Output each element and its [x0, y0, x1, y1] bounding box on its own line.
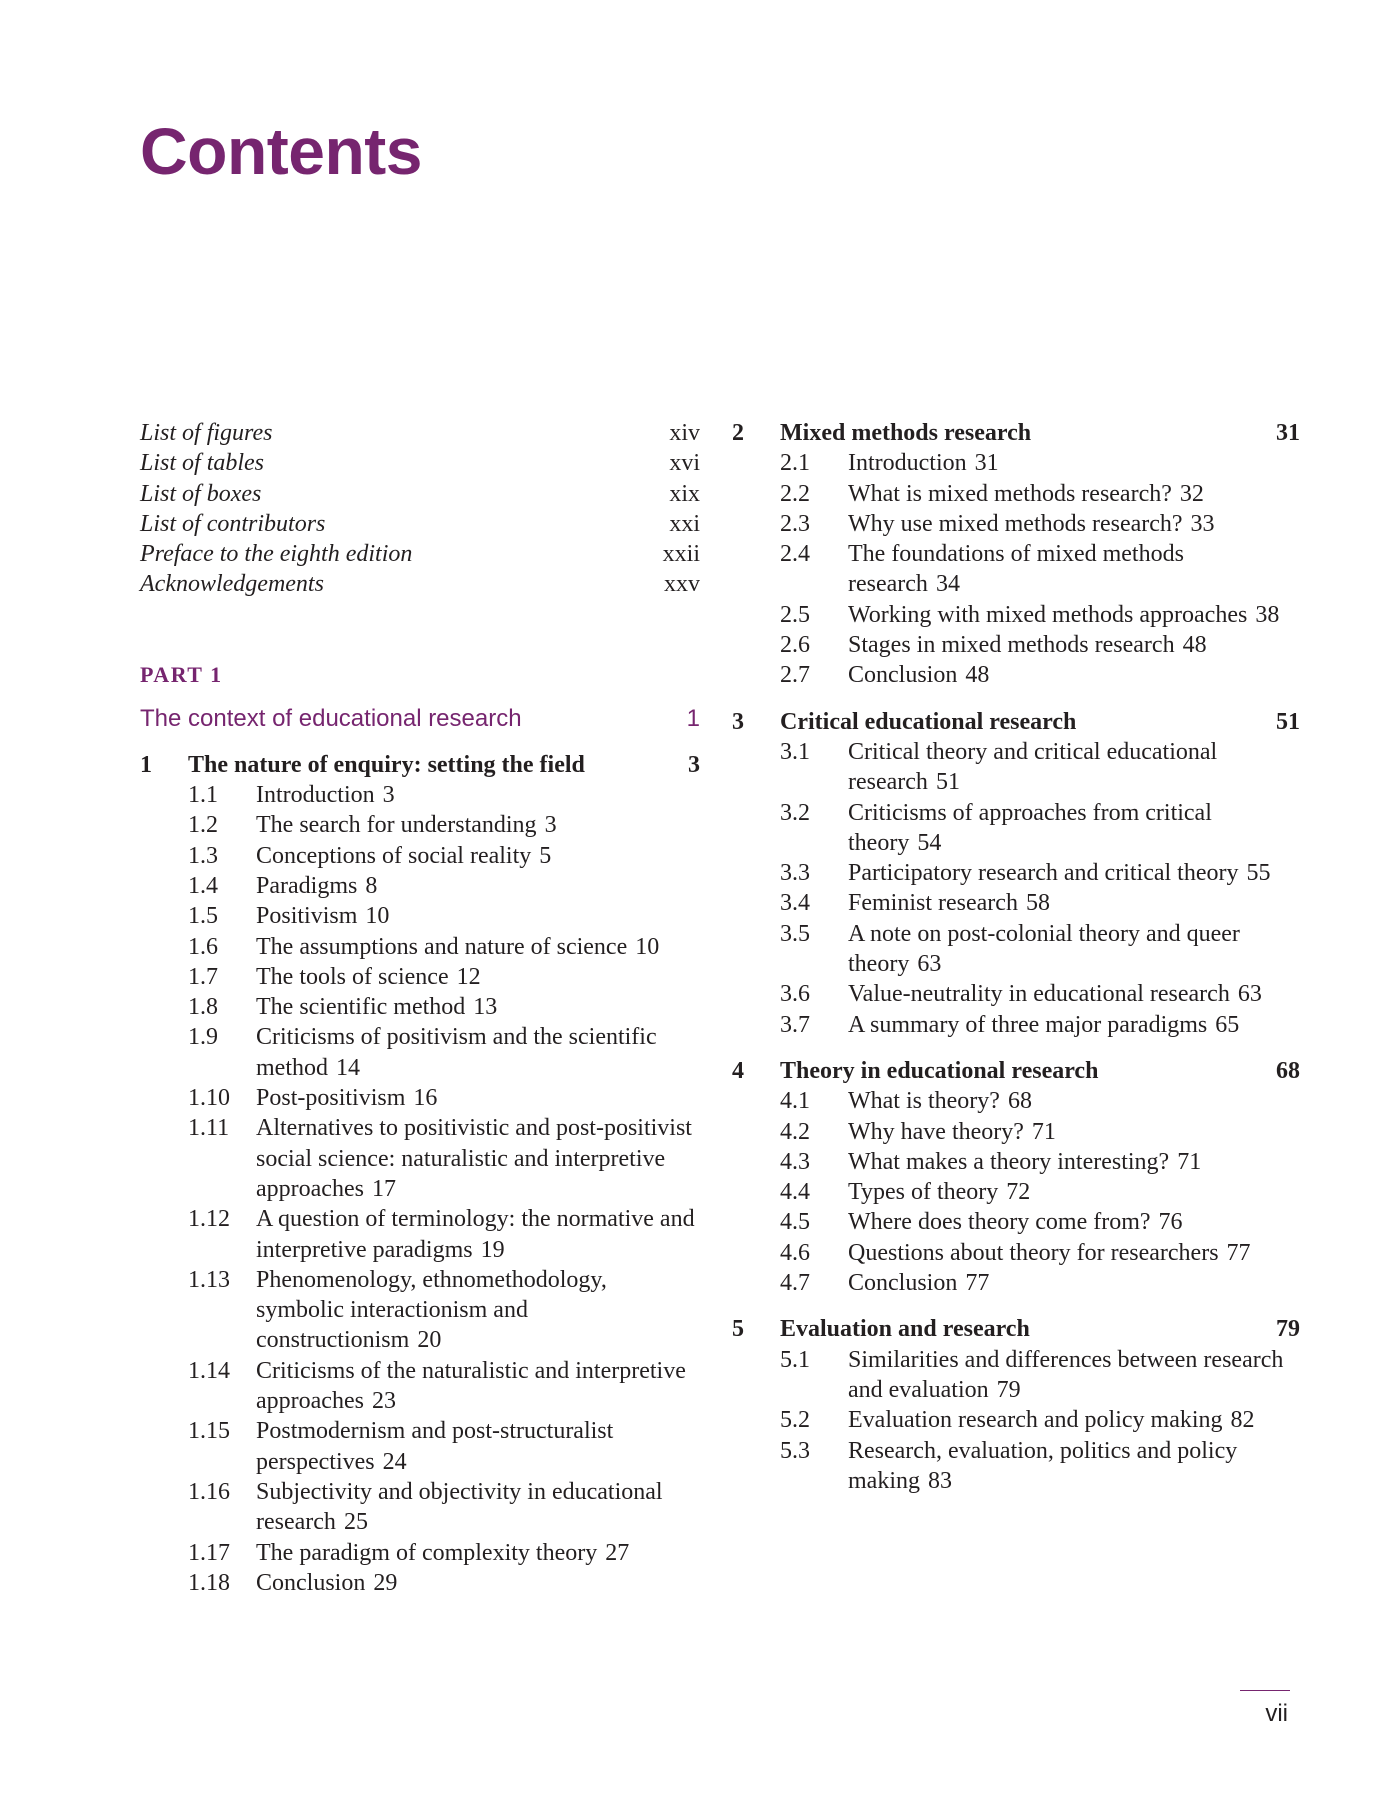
section-entry[interactable]: [732, 1207, 1300, 1237]
chapter-title: Theory in educational research: [780, 1057, 1099, 1084]
section-page: 17: [371, 1175, 396, 1202]
section-page: 83: [928, 1467, 952, 1494]
page-title: Contents: [140, 114, 422, 188]
section-page: 19: [480, 1236, 505, 1263]
section-entry[interactable]: [140, 992, 700, 1022]
section-title: Conclusion: [848, 662, 958, 689]
chapter-page: 51: [1276, 708, 1300, 735]
section-entry[interactable]: [732, 600, 1300, 630]
section-page: 79: [996, 1376, 1021, 1403]
chapter-3: [732, 707, 1300, 1040]
chapter-page: 31: [1276, 420, 1300, 446]
section-number: 4.5: [780, 1209, 810, 1236]
chapter-page: 79: [1276, 1316, 1300, 1343]
section-page: 3: [382, 782, 395, 809]
section-page: 34: [935, 571, 960, 598]
section-number: 1.14: [188, 1357, 230, 1384]
section-entry[interactable]: [140, 901, 700, 931]
section-title: Critical theory and critical educational research: [848, 738, 1218, 796]
chapter-page: 68: [1276, 1057, 1300, 1084]
section-number: 3.5: [780, 920, 810, 947]
section-title: Value-neutrality in educational research: [848, 981, 1230, 1008]
section-page: 14: [336, 1054, 360, 1081]
section-page: 31: [974, 450, 999, 477]
entry-page: xix: [669, 480, 700, 507]
section-entry[interactable]: [140, 841, 700, 871]
section-page: 10: [635, 933, 660, 960]
chapter-1: [140, 750, 700, 1598]
section-entry[interactable]: [732, 509, 1300, 539]
section-entry[interactable]: [140, 871, 700, 901]
section-entry[interactable]: [732, 979, 1300, 1009]
chapter-number: 4: [732, 1057, 744, 1084]
section-page: 76: [1158, 1209, 1183, 1236]
section-page: 51: [935, 769, 960, 796]
chapter-2: [732, 418, 1300, 691]
section-title: Positivism: [256, 903, 358, 930]
section-entry[interactable]: [140, 1083, 700, 1113]
chapter-heading[interactable]: [732, 1056, 1300, 1086]
section-title: The scientific method: [256, 994, 466, 1021]
entry-page: xxii: [662, 541, 700, 568]
section-entry[interactable]: [732, 660, 1300, 690]
section-entry[interactable]: [732, 1010, 1300, 1040]
section-entry[interactable]: [732, 479, 1300, 509]
entry-title: List of tables: [140, 450, 265, 477]
section-page: 54: [917, 829, 942, 856]
section-title: Introduction: [848, 450, 967, 477]
section-number: 3.6: [780, 981, 810, 1008]
section-entry[interactable]: [140, 1568, 700, 1598]
section-number: 1.3: [188, 842, 218, 869]
section-entry[interactable]: [732, 858, 1300, 888]
entry-title: Preface to the eighth edition: [140, 541, 413, 568]
contents-right-column: [732, 418, 1300, 1496]
section-number: 1.17: [188, 1539, 230, 1566]
section-page: 48: [965, 662, 990, 689]
section-page: 71: [1177, 1148, 1202, 1175]
section-entry[interactable]: [140, 810, 700, 840]
section-title: The assumptions and nature of science: [256, 933, 628, 960]
section-number: 1.2: [188, 812, 218, 839]
front-matter-entry[interactable]: [140, 569, 700, 599]
section-entry[interactable]: [732, 1117, 1300, 1147]
chapter-number: 5: [732, 1316, 744, 1343]
section-number: 4.1: [780, 1088, 810, 1115]
section-title: Why use mixed methods research?: [848, 510, 1183, 537]
section-title: Post-positivism: [256, 1085, 406, 1112]
section-page: 27: [605, 1539, 630, 1566]
section-title: The search for understanding: [256, 812, 537, 839]
chapter-5: [732, 1314, 1300, 1496]
section-title: A note on post-colonial theory and queer theory: [848, 920, 1240, 978]
section-title: Research, evaluation, politics and policy making: [848, 1437, 1238, 1494]
section-entry[interactable]: [140, 780, 700, 810]
front-matter-list: [140, 418, 700, 600]
section-number: 2.4: [780, 541, 810, 568]
section-page: 71: [1031, 1118, 1056, 1145]
chapter-title: Evaluation and research: [780, 1316, 1030, 1343]
entry-title: List of figures: [140, 420, 273, 446]
section-number: 4.2: [780, 1118, 810, 1145]
section-title: A summary of three major paradigms: [848, 1011, 1208, 1038]
section-number: 2.3: [780, 510, 810, 537]
section-page: 72: [1006, 1179, 1031, 1206]
section-entry[interactable]: [732, 1405, 1300, 1435]
section-title: Why have theory?: [848, 1118, 1024, 1145]
section-page: 63: [1237, 981, 1262, 1008]
section-number: 1.15: [188, 1418, 230, 1445]
section-entry[interactable]: [732, 1086, 1300, 1116]
entry-page: xxv: [664, 571, 700, 598]
chapter-heading[interactable]: [732, 1314, 1300, 1344]
section-number: 5.1: [780, 1346, 810, 1373]
chapter-title: The nature of enquiry: setting the field: [188, 751, 585, 778]
section-page: 77: [1226, 1239, 1251, 1266]
section-title: Stages in mixed methods research: [848, 632, 1175, 659]
section-title: What is mixed methods research?: [848, 480, 1172, 507]
section-title: What makes a theory interesting?: [848, 1148, 1170, 1175]
section-page: 32: [1179, 480, 1204, 507]
section-entry[interactable]: [732, 539, 1300, 600]
section-entry[interactable]: [140, 1022, 700, 1083]
section-entry[interactable]: [140, 962, 700, 992]
section-page: 77: [965, 1270, 990, 1297]
section-number: 3.4: [780, 890, 810, 917]
section-entry[interactable]: [732, 919, 1300, 980]
section-entry[interactable]: [140, 1356, 700, 1417]
section-title: Questions about theory for researchers: [848, 1239, 1219, 1266]
section-entry[interactable]: [732, 1238, 1300, 1268]
section-number: 3.2: [780, 799, 810, 826]
section-number: 4.3: [780, 1148, 810, 1175]
section-title: Postmodernism and post-structuralist perspectives: [256, 1418, 614, 1475]
entry-title: Acknowledgements: [140, 571, 324, 598]
section-entry[interactable]: [140, 1204, 700, 1265]
section-entry[interactable]: [140, 1113, 700, 1204]
section-title: The paradigm of complexity theory: [256, 1539, 598, 1566]
entry-page: xvi: [669, 450, 700, 477]
section-title: Feminist research: [848, 890, 1018, 917]
section-number: 1.18: [188, 1569, 230, 1596]
section-title: Paradigms: [256, 872, 358, 899]
section-number: 3.3: [780, 860, 810, 887]
section-title: Where does theory come from?: [848, 1209, 1151, 1236]
section-page: 13: [473, 994, 498, 1021]
section-title: Conceptions of social reality: [256, 842, 532, 869]
folio-rule: [1240, 1690, 1290, 1691]
chapter-number: 3: [732, 708, 744, 735]
entry-title: List of boxes: [140, 480, 262, 507]
chapter-heading[interactable]: [732, 418, 1300, 448]
section-number: 1.4: [188, 872, 218, 899]
section-page: 82: [1230, 1407, 1255, 1434]
section-entry[interactable]: [732, 1177, 1300, 1207]
section-title: The tools of science: [256, 963, 449, 990]
section-title: Alternatives to positivistic and post-positivist social science: naturalistic and interpretive approaches: [256, 1115, 692, 1202]
section-number: 4.7: [780, 1270, 810, 1297]
section-page: 48: [1182, 632, 1207, 659]
section-entry[interactable]: [732, 888, 1300, 918]
section-page: 5: [539, 842, 552, 869]
chapter-number: 2: [732, 420, 744, 446]
chapter-page: 3: [688, 751, 700, 778]
section-page: 8: [365, 872, 378, 899]
section-number: 1.5: [188, 903, 218, 930]
section-entry[interactable]: [140, 1416, 700, 1477]
section-page: 16: [413, 1085, 438, 1112]
section-page: 23: [371, 1388, 396, 1415]
section-number: 1.12: [188, 1206, 230, 1233]
section-number: 1.7: [188, 963, 218, 990]
part-title[interactable]: [140, 704, 700, 734]
section-title: Criticisms of the naturalistic and interpretive approaches: [256, 1357, 686, 1415]
section-page: 65: [1215, 1011, 1240, 1038]
section-title: Criticisms of positivism and the scientific method: [256, 1024, 657, 1081]
chapter-heading[interactable]: [732, 707, 1300, 737]
chapter-4: [732, 1056, 1300, 1298]
section-number: 1.10: [188, 1085, 230, 1112]
section-number: 1.11: [188, 1115, 230, 1142]
section-entry[interactable]: [732, 737, 1300, 798]
part-title-text: The context of educational research: [140, 704, 522, 732]
section-entry[interactable]: [732, 630, 1300, 660]
front-matter-entry[interactable]: [140, 418, 700, 448]
section-page: 3: [544, 812, 557, 839]
section-number: 5.2: [780, 1407, 810, 1434]
section-entry[interactable]: [732, 1268, 1300, 1298]
chapter-heading[interactable]: [140, 750, 700, 780]
front-matter-entry[interactable]: [140, 479, 700, 509]
section-number: 4.6: [780, 1239, 810, 1266]
chapter-title: Critical educational research: [780, 708, 1077, 735]
entry-page: xxi: [669, 510, 700, 537]
front-matter-entry[interactable]: [140, 509, 700, 539]
section-number: 1.6: [188, 933, 218, 960]
part-page: 1: [686, 704, 700, 732]
section-page: 24: [382, 1448, 407, 1475]
section-title: The foundations of mixed methods research: [848, 541, 1184, 598]
section-title: Types of theory: [848, 1179, 999, 1206]
chapter-title: Mixed methods research: [780, 420, 1032, 446]
section-title: A question of terminology: the normative and interpretive paradigms: [256, 1206, 695, 1263]
section-entry[interactable]: [140, 932, 700, 962]
section-entry[interactable]: [732, 1436, 1300, 1497]
section-number: 3.7: [780, 1011, 810, 1038]
section-page: 10: [365, 903, 390, 930]
front-matter-entry[interactable]: [140, 448, 700, 478]
section-title: Introduction: [256, 782, 375, 809]
section-title: Participatory research and critical theory: [848, 860, 1239, 887]
section-page: 33: [1190, 510, 1215, 537]
section-number: 1.8: [188, 994, 218, 1021]
section-title: Similarities and differences between research and evaluation: [848, 1346, 1284, 1403]
section-entry[interactable]: [732, 1345, 1300, 1406]
section-page: 38: [1255, 601, 1280, 628]
section-title: Conclusion: [848, 1270, 958, 1297]
front-matter-entry[interactable]: [140, 539, 700, 569]
section-number: 1.13: [188, 1266, 230, 1293]
section-title: Subjectivity and objectivity in educational research: [256, 1478, 663, 1536]
section-page: 20: [417, 1327, 442, 1354]
chapter-number: 1: [140, 751, 152, 778]
section-number: 1.16: [188, 1478, 230, 1505]
entry-title: List of contributors: [140, 510, 326, 537]
section-title: Evaluation research and policy making: [848, 1407, 1223, 1434]
section-number: 1.1: [188, 782, 218, 809]
section-number: 2.1: [780, 450, 810, 477]
section-entry[interactable]: [732, 448, 1300, 478]
section-title: Conclusion: [256, 1569, 366, 1596]
section-page: 63: [917, 951, 942, 978]
section-title: What is theory?: [848, 1088, 1000, 1115]
section-page: 25: [343, 1509, 368, 1536]
part-label: PART 1: [140, 661, 223, 687]
section-page: 55: [1246, 860, 1271, 887]
section-entry[interactable]: [140, 1538, 700, 1568]
page-number: vii: [1265, 1700, 1288, 1727]
section-number: 5.3: [780, 1437, 810, 1464]
section-title: Criticisms of approaches from critical theory: [848, 799, 1212, 856]
section-page: 12: [456, 963, 481, 990]
section-title: Working with mixed methods approaches: [848, 601, 1248, 628]
section-number: 2.7: [780, 662, 810, 689]
section-entry[interactable]: [140, 1477, 700, 1538]
section-entry[interactable]: [140, 1265, 700, 1356]
section-page: 58: [1025, 890, 1050, 917]
contents-left-column: [140, 418, 700, 1598]
section-entry[interactable]: [732, 1147, 1300, 1177]
section-page: 68: [1007, 1088, 1032, 1115]
section-number: 2.5: [780, 601, 810, 628]
section-number: 2.2: [780, 480, 810, 507]
section-page: 29: [373, 1569, 398, 1596]
section-entry[interactable]: [732, 798, 1300, 859]
section-title: Phenomenology, ethnomethodology, symbolic interactionism and constructionism: [256, 1266, 607, 1354]
section-number: 4.4: [780, 1179, 810, 1206]
entry-page: xiv: [669, 420, 700, 446]
section-number: 2.6: [780, 632, 810, 659]
section-number: 1.9: [188, 1024, 218, 1051]
section-number: 3.1: [780, 738, 810, 765]
